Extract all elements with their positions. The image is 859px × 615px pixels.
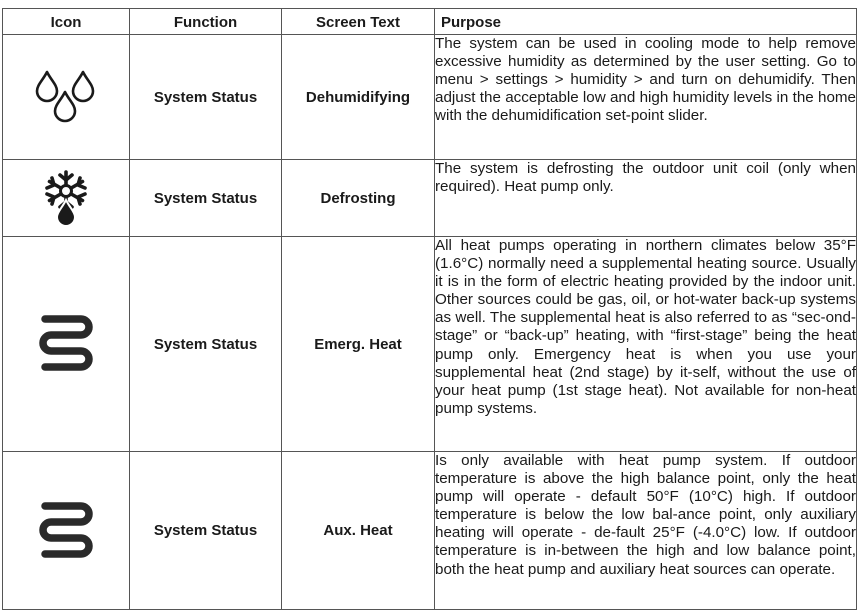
icon-cell	[3, 452, 130, 610]
screen-text-cell: Defrosting	[282, 160, 435, 237]
purpose-cell: All heat pumps operating in northern climates below 35°F (1.6°C) normally need a supplemental heating source. Usually it is in the form of electric heating provided by the indoor unit. Other sources could be gas, oil, or hot-water back-up systems as well. The supplemental heat is also referred to as “sec-ond-stage” or “back-up” heating, with “first-stage” being the heat pump only. Emergency heat is when you use your supplemental heat (2nd stage) by it-self, without the use of your heat pump (1st stage heat). Not available for non-heat pump systems.	[435, 237, 857, 452]
screen-text-cell: Emerg. Heat	[282, 237, 435, 452]
function-cell: System Status	[130, 237, 282, 452]
icon-cell	[3, 160, 130, 237]
table-header-row	[3, 9, 857, 35]
header-icon: Icon	[3, 9, 130, 35]
purpose-cell: Is only available with heat pump system. If outdoor temperature is above the high balance point, only the heat pump will operate - default 50°F (10°C) high. If outdoor temperature is below the low bal-ance point, only auxiliary heating will operate - de-fault 25°F (-4.0°C) low. If outdoor temperature is in-between the high and low balance point, both the heat pump and auxiliary heat sources can operate.	[435, 452, 857, 610]
header-screen-text: Screen Text	[282, 9, 435, 35]
table-row	[3, 35, 857, 160]
screen-text-cell: Dehumidifying	[282, 35, 435, 160]
table-row	[3, 160, 857, 237]
screen-text-cell: Aux. Heat	[282, 452, 435, 610]
status-icon-table	[2, 8, 857, 610]
icon-cell	[3, 237, 130, 452]
snowflake-drop-icon	[41, 170, 91, 226]
heating-coil-icon	[37, 313, 95, 375]
table-row	[3, 452, 857, 610]
purpose-cell: The system can be used in cooling mode to help remove excessive humidity as determined by the user setting. Go to menu > settings > humidity > and turn on dehumidify. Then adjust the acceptable low and high humidity levels in the home with the dehumidification set-point slider.	[435, 35, 857, 160]
header-function: Function	[130, 9, 282, 35]
purpose-cell: The system is defrosting the outdoor unit coil (only when required). Heat pump only.	[435, 160, 857, 237]
table-row	[3, 237, 857, 452]
header-purpose: Purpose	[435, 9, 857, 35]
function-cell: System Status	[130, 452, 282, 610]
icon-cell	[3, 35, 130, 160]
heating-coil-icon	[37, 500, 95, 562]
function-cell: System Status	[130, 160, 282, 237]
function-cell: System Status	[130, 35, 282, 160]
water-drops-icon	[31, 62, 101, 132]
